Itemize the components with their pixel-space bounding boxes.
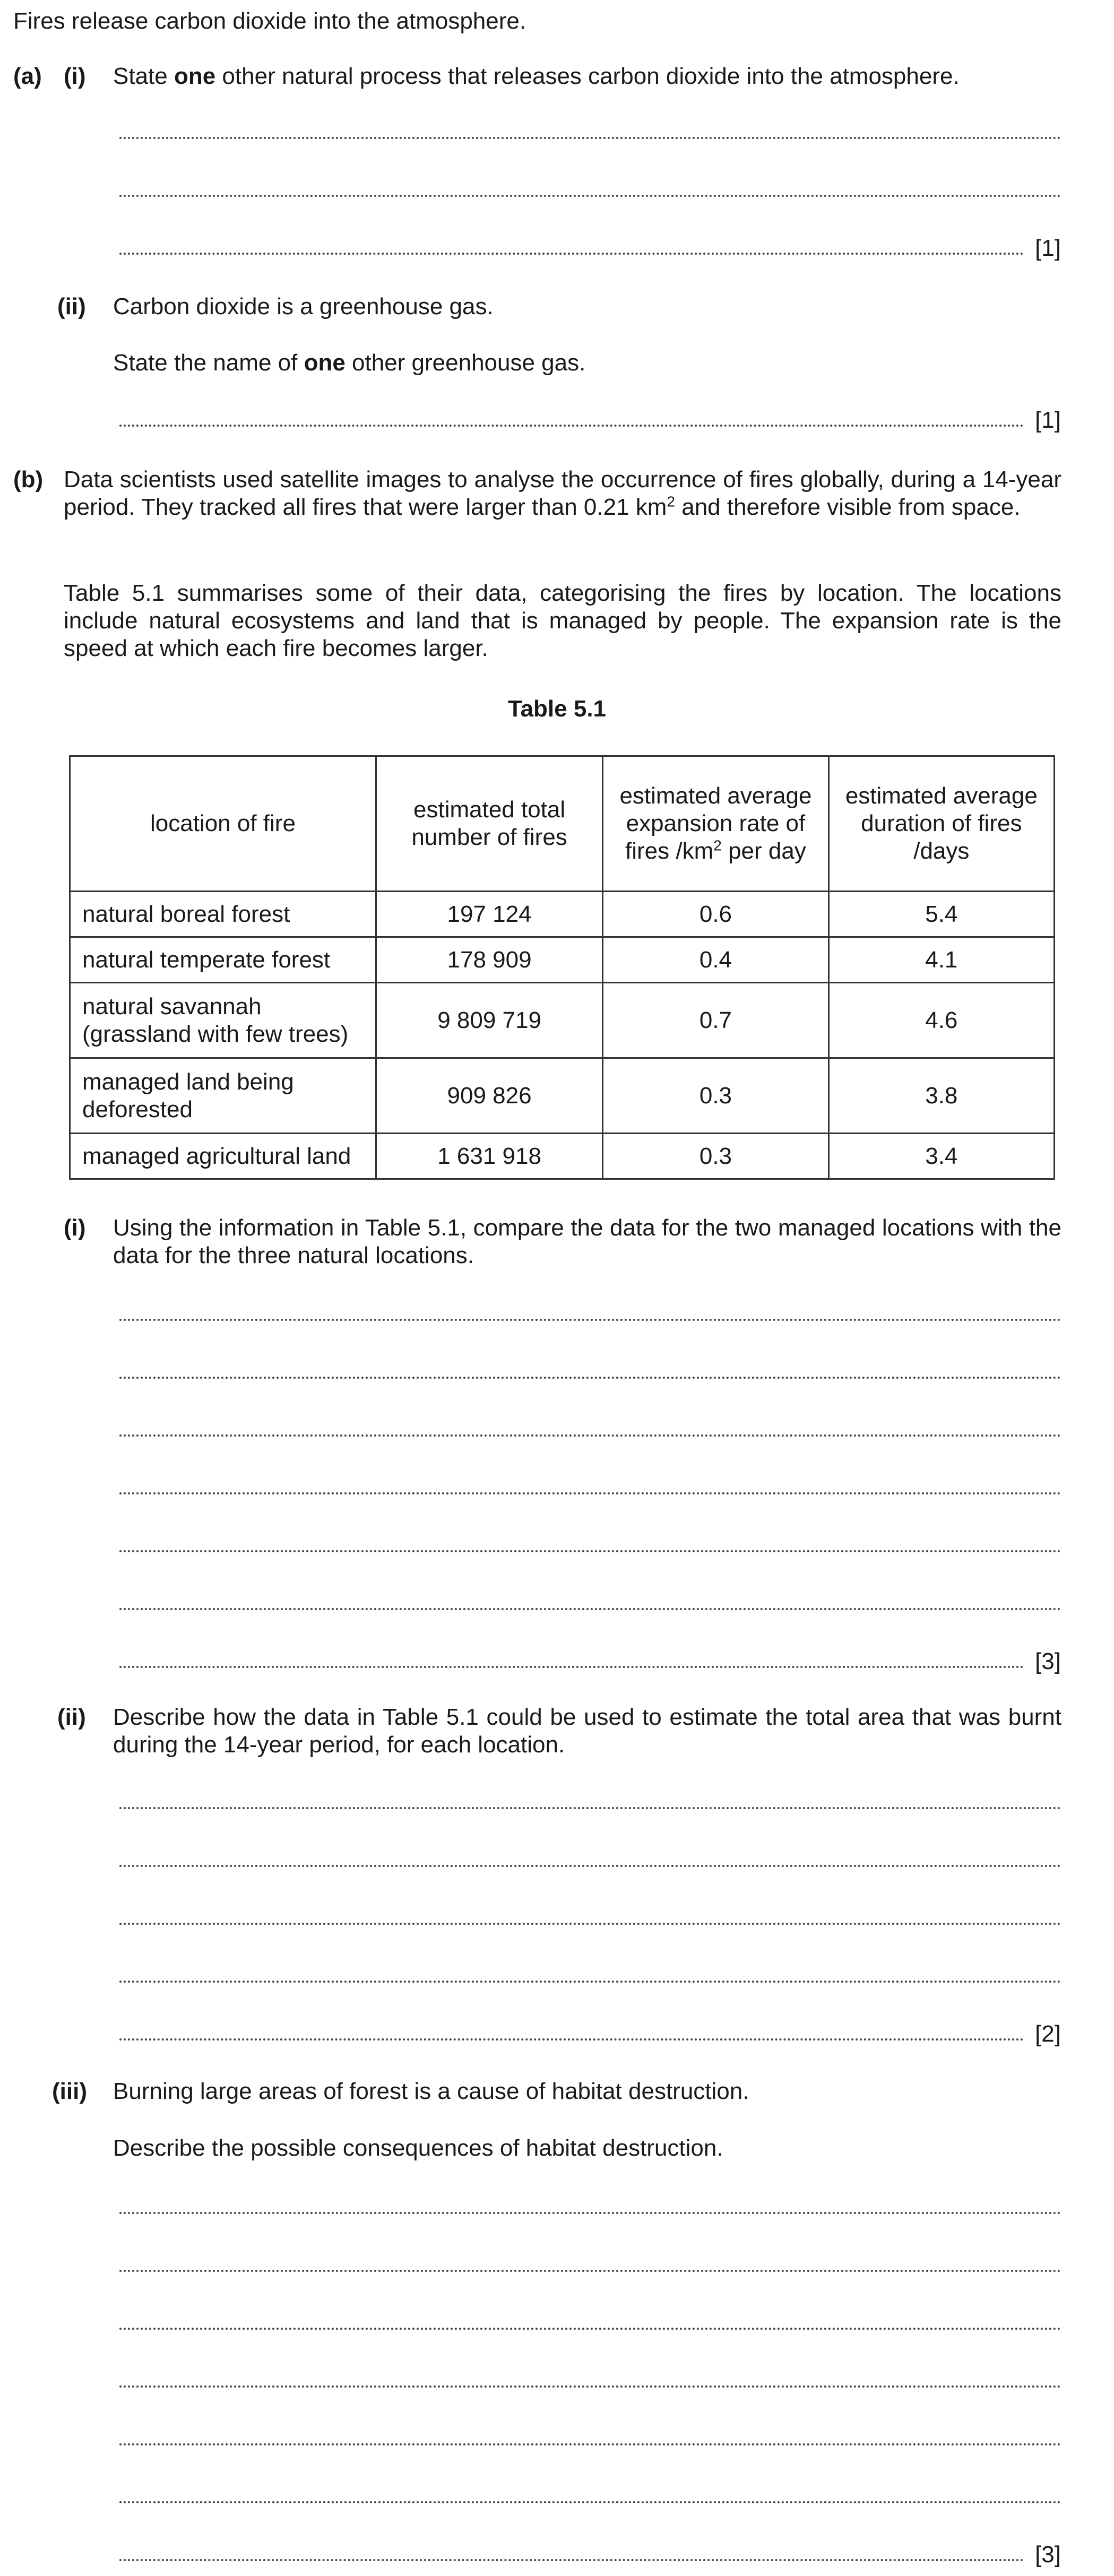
answer-line[interactable] — [119, 2385, 1061, 2388]
answer-line[interactable] — [119, 2212, 1061, 2214]
cell-location: natural boreal forest — [70, 892, 376, 937]
answer-line[interactable] — [119, 1981, 1061, 1983]
part-b-iii-statement: Burning large areas of forest is a cause of habitat destruction. — [113, 2078, 749, 2104]
part-b-paragraph-2: Table 5.1 summarises some of their data, categorising the fires by location. The locations include natural ecosystems and land that is managed by people. The expansion rate is the speed at which each fire becomes larger. — [64, 580, 1061, 661]
cell-location: natural temperate forest — [70, 937, 376, 983]
cell-duration: 4.6 — [828, 983, 1054, 1058]
marks-label: [3] — [1035, 2542, 1061, 2568]
table-title: Table 5.1 — [507, 696, 607, 722]
answer-line[interactable] — [119, 2038, 1024, 2041]
marks-label: [1] — [1035, 235, 1061, 261]
header-total-fires: estimated total number of fires — [376, 756, 602, 892]
part-b-i-question: Using the information in Table 5.1, compare the data for the two managed locations with the data for the three natural locations. — [113, 1215, 1061, 1268]
part-a-label: (a) — [13, 63, 42, 89]
answer-line[interactable] — [119, 1434, 1061, 1437]
header-duration: estimated average duration of fires /days — [828, 756, 1054, 892]
answer-line[interactable] — [119, 2443, 1061, 2445]
table-row — [70, 983, 1055, 1058]
answer-line[interactable] — [119, 1608, 1061, 1610]
answer-line[interactable] — [119, 2270, 1061, 2272]
answer-line[interactable] — [119, 425, 1024, 427]
marks-label: [1] — [1035, 407, 1061, 433]
cell-duration: 5.4 — [828, 892, 1054, 937]
cell-location: natural savannah (grassland with few trees) — [70, 983, 376, 1058]
cell-duration: 3.4 — [828, 1134, 1054, 1179]
cell-rate: 0.3 — [603, 1058, 828, 1134]
header-expansion-rate: estimated average expansion rate of fires $/km^2$ per day — [603, 756, 828, 892]
table-row — [70, 1058, 1055, 1134]
cell-total: 909 826 — [376, 1058, 602, 1134]
part-a-ii-statement: Carbon dioxide is a greenhouse gas. — [113, 293, 494, 319]
cell-duration: 4.1 — [828, 937, 1054, 983]
cell-rate: 0.7 — [603, 983, 828, 1058]
marks-label: [3] — [1035, 1648, 1061, 1674]
part-b-iii-label: (iii) — [52, 2078, 87, 2104]
cell-location: managed agricultural land — [70, 1134, 376, 1179]
answer-line[interactable] — [119, 195, 1061, 197]
table-header-row — [70, 756, 1055, 892]
answer-line[interactable] — [119, 253, 1024, 255]
part-b-label: (b) — [13, 466, 44, 492]
answer-line[interactable] — [119, 1319, 1061, 1321]
part-a-ii-label: (ii) — [57, 293, 86, 319]
answer-line[interactable] — [119, 1550, 1061, 1552]
cell-location: managed land being deforested — [70, 1058, 376, 1134]
cell-total: 9 809 719 — [376, 983, 602, 1058]
answer-line[interactable] — [119, 2559, 1024, 2561]
fires-table — [69, 755, 1055, 1180]
answer-line[interactable] — [119, 1666, 1024, 1668]
part-a-i-question: State one other natural process that releases carbon dioxide into the atmosphere. — [113, 63, 960, 89]
answer-line[interactable] — [119, 2501, 1061, 2503]
cell-total: 178 909 — [376, 937, 602, 983]
answer-line[interactable] — [119, 137, 1061, 139]
answer-line[interactable] — [119, 1807, 1061, 1809]
table-row — [70, 1134, 1055, 1179]
part-b-i-label: (i) — [64, 1215, 86, 1241]
part-a-ii-question: State the name of one other greenhouse gas. — [113, 350, 586, 376]
answer-line[interactable] — [119, 1865, 1061, 1867]
cell-total: 1 631 918 — [376, 1134, 602, 1179]
table-row — [70, 892, 1055, 937]
header-location: location of fire — [70, 756, 376, 892]
part-b-ii-label: (ii) — [57, 1704, 86, 1730]
answer-line[interactable] — [119, 1377, 1061, 1379]
intro-text: Fires release carbon dioxide into the atmosphere. — [13, 8, 526, 34]
marks-label: [2] — [1035, 2021, 1061, 2047]
part-a-i-label: (i) — [64, 63, 86, 89]
answer-line[interactable] — [119, 1492, 1061, 1494]
cell-rate: 0.4 — [603, 937, 828, 983]
cell-duration: 3.8 — [828, 1058, 1054, 1134]
table-row — [70, 937, 1055, 983]
part-b-paragraph-1: Data scientists used satellite images to analyse the occurrence of fires globally, during a 14-year period. They tracked all fires that were larger than 0.21 $km^2$ and therefore visible from space. — [64, 466, 1061, 520]
part-b-iii-question: Describe the possible consequences of habitat destruction. — [113, 2135, 723, 2161]
cell-rate: 0.3 — [603, 1134, 828, 1179]
part-b-ii-question: Describe how the data in Table 5.1 could be used to estimate the total area that was burnt during the 14-year period, for each location. — [113, 1704, 1061, 1758]
answer-line[interactable] — [119, 1923, 1061, 1925]
cell-total: 197 124 — [376, 892, 602, 937]
cell-rate: 0.6 — [603, 892, 828, 937]
answer-line[interactable] — [119, 2328, 1061, 2330]
